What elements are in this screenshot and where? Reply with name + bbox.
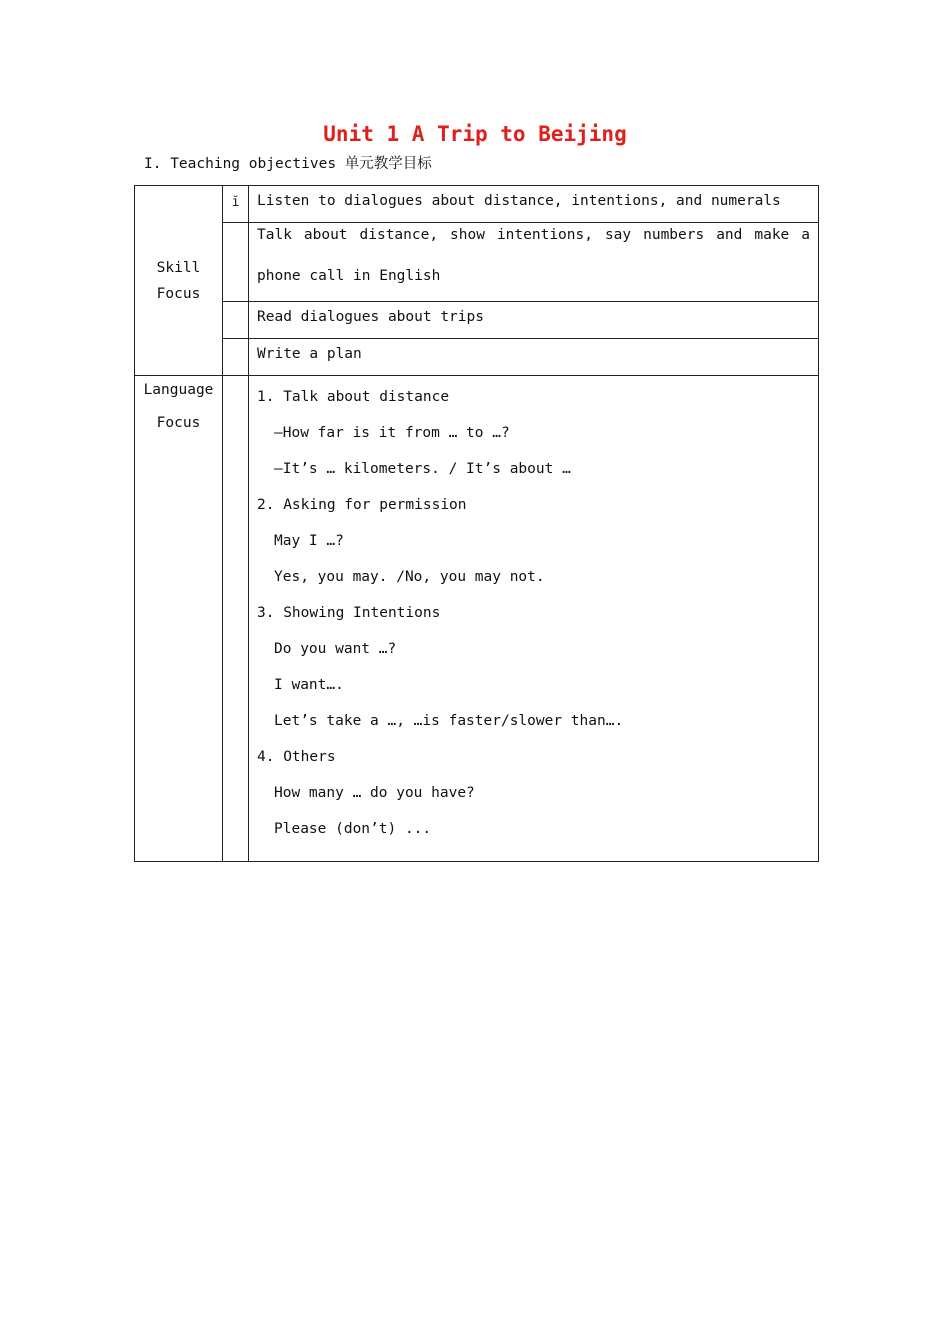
skill-item-talk-line1: Talk about distance, show intentions, say numbers and make a [257, 227, 810, 243]
skill-row-read [135, 302, 819, 339]
skill-row-write [135, 339, 819, 376]
skill-mark-cell [223, 302, 249, 339]
skill-mark-cell [223, 223, 249, 302]
skill-mark-cell [223, 186, 249, 223]
skill-mark-cell [223, 339, 249, 376]
example-line: —It’s … kilometers. / It’s about … [274, 461, 571, 477]
example-line: Do you want …? [274, 641, 397, 657]
language-focus-content [249, 376, 819, 862]
language-focus-label-line1: Language [143, 382, 214, 398]
section-heading: I. Teaching objectives 单元教学目标 [144, 156, 432, 172]
heading-asking-permission: 2. Asking for permission [257, 497, 467, 513]
heading-others: 4. Others [257, 749, 336, 765]
skill-item-read: Read dialogues about trips [249, 302, 819, 339]
document-title: Unit 1 A Trip to Beijing [323, 122, 627, 146]
example-line: May I …? [274, 533, 344, 549]
heading-showing-intentions: 3. Showing Intentions [257, 605, 441, 621]
skill-item-talk-line2: phone call in English [257, 268, 441, 284]
mark-glyph: ĭ [231, 195, 240, 210]
example-line: Let’s take a …, …is faster/slower than…. [274, 713, 624, 729]
language-focus-label-line2: Focus [156, 415, 201, 431]
skill-item-write: Write a plan [249, 339, 819, 376]
skill-row-talk [135, 223, 819, 302]
example-line: How many … do you have? [274, 785, 475, 801]
objectives-table [134, 185, 819, 862]
skill-item-listen: Listen to dialogues about distance, intentions, and numerals [249, 186, 819, 223]
example-line: Yes, you may. /No, you may not. [274, 569, 545, 585]
heading-talk-about-distance: 1. Talk about distance [257, 389, 450, 405]
skill-focus-label-line1: Skill [156, 259, 201, 276]
example-line: —How far is it from … to …? [274, 425, 510, 441]
skill-focus-label [135, 186, 223, 376]
example-line: Please (don’t) ... [274, 821, 432, 837]
language-focus-row [135, 376, 819, 862]
skill-focus-label-line2: Focus [156, 285, 201, 302]
skill-item-talk [249, 223, 819, 302]
language-focus-label [135, 376, 223, 862]
example-line: I want…. [274, 677, 344, 693]
language-mark-cell [223, 376, 249, 862]
